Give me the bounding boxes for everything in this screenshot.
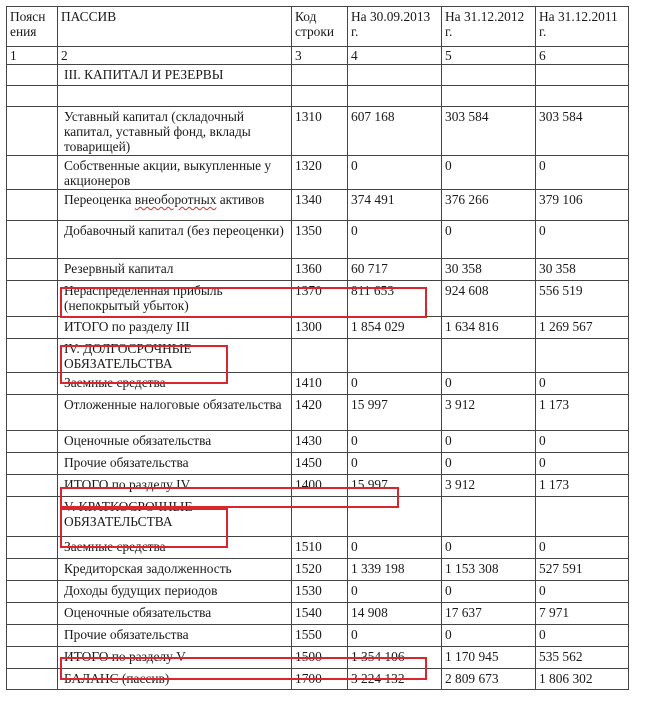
row-value-2011-cell: 527 591 (536, 559, 629, 581)
colnum-6: 6 (536, 47, 629, 65)
row-value-2011-cell: 379 106 (536, 190, 629, 221)
row-value-2012-cell: 0 (442, 221, 536, 259)
row-code-cell: 1700 (292, 669, 348, 690)
row-code-cell: 1450 (292, 453, 348, 475)
table-row (7, 453, 629, 475)
table-row (7, 281, 629, 317)
row-name-cell: Оценочные обязательства (58, 603, 292, 625)
row-notes-cell (7, 107, 58, 156)
row-name-cell: Переоценка внеоборотных активов (58, 190, 292, 221)
header-row (7, 7, 629, 47)
table-row (7, 475, 629, 497)
row-value-2012-cell: 0 (442, 537, 536, 559)
row-name-cell: Нераспределенная прибыль (непокрытый убыток) (58, 281, 292, 317)
colnum-2: 2 (58, 47, 292, 65)
row-code-cell: 1340 (292, 190, 348, 221)
row-code-cell: 1360 (292, 259, 348, 281)
row-value-2013-cell: 607 168 (348, 107, 442, 156)
table-row (7, 537, 629, 559)
row-notes-cell (7, 559, 58, 581)
row-name-cell: Отложенные налоговые обязательства (58, 395, 292, 431)
table-row (7, 497, 629, 537)
row-notes-cell (7, 431, 58, 453)
row-value-2011-cell (536, 497, 629, 537)
table-row (7, 625, 629, 647)
row-code-cell: 1510 (292, 537, 348, 559)
row-value-2013-cell (348, 497, 442, 537)
table-row (7, 603, 629, 625)
row-value-2012-cell: 1 170 945 (442, 647, 536, 669)
row-code-cell: 1520 (292, 559, 348, 581)
row-value-2011-cell: 1 173 (536, 475, 629, 497)
table-row (7, 431, 629, 453)
row-value-2013-cell: 0 (348, 431, 442, 453)
row-code-cell: 1310 (292, 107, 348, 156)
row-value-2011-cell: 0 (536, 431, 629, 453)
row-notes-cell (7, 373, 58, 395)
row-name-cell: Заемные средства (58, 537, 292, 559)
row-value-2011-cell: 0 (536, 537, 629, 559)
header-date-2012: На 31.12.2012 г. (442, 7, 536, 47)
row-value-2013-cell: 0 (348, 537, 442, 559)
row-value-2013-cell: 0 (348, 156, 442, 190)
row-name-cell: Кредиторская задолженность (58, 559, 292, 581)
header-notes: Поясн ения (7, 7, 58, 47)
table-row (7, 156, 629, 190)
row-code-cell: 1370 (292, 281, 348, 317)
row-code-cell: 1320 (292, 156, 348, 190)
table-row (7, 669, 629, 690)
row-value-2013-cell: 0 (348, 625, 442, 647)
row-notes-cell (7, 581, 58, 603)
row-value-2012-cell: 0 (442, 581, 536, 603)
row-notes-cell (7, 453, 58, 475)
table-row (7, 395, 629, 431)
row-value-2011-cell: 535 562 (536, 647, 629, 669)
row-value-2011-cell (536, 65, 629, 86)
row-name-cell: Заемные средства (58, 373, 292, 395)
row-name-cell: Оценочные обязательства (58, 431, 292, 453)
spellcheck-underline: внеоборотных (134, 192, 217, 207)
row-value-2012-cell (442, 497, 536, 537)
table-row (7, 86, 629, 107)
row-name-cell: Доходы будущих периодов (58, 581, 292, 603)
row-name-cell: Прочие обязательства (58, 453, 292, 475)
row-code-cell (292, 65, 348, 86)
row-name-cell: V. КРАТКОСРОЧНЫЕ ОБЯЗАТЕЛЬСТВА (58, 497, 292, 537)
table-row (7, 581, 629, 603)
balance-sheet (6, 6, 629, 690)
row-name-cell: Уставный капитал (складочный капитал, уставный фонд, вклады товарищей) (58, 107, 292, 156)
balance-table (6, 6, 629, 690)
table-row (7, 65, 629, 86)
row-value-2012-cell: 376 266 (442, 190, 536, 221)
row-code-cell: 1530 (292, 581, 348, 603)
table-row (7, 373, 629, 395)
table-row (7, 559, 629, 581)
row-value-2011-cell (536, 86, 629, 107)
row-name-cell: БАЛАНС (пассив) (58, 669, 292, 690)
row-value-2012-cell: 3 912 (442, 395, 536, 431)
row-notes-cell (7, 603, 58, 625)
row-value-2013-cell (348, 86, 442, 107)
row-notes-cell (7, 317, 58, 339)
row-code-cell: 1420 (292, 395, 348, 431)
row-value-2011-cell (536, 339, 629, 373)
row-value-2012-cell: 30 358 (442, 259, 536, 281)
row-value-2011-cell: 0 (536, 581, 629, 603)
row-code-cell (292, 339, 348, 373)
row-value-2011-cell: 7 971 (536, 603, 629, 625)
row-notes-cell (7, 281, 58, 317)
colnum-4: 4 (348, 47, 442, 65)
row-code-cell (292, 86, 348, 107)
row-name-cell: Добавочный капитал (без переоценки) (58, 221, 292, 259)
row-value-2013-cell: 15 997 (348, 475, 442, 497)
table-row (7, 107, 629, 156)
row-notes-cell (7, 395, 58, 431)
row-value-2011-cell: 1 806 302 (536, 669, 629, 690)
row-value-2013-cell: 374 491 (348, 190, 442, 221)
row-notes-cell (7, 156, 58, 190)
row-notes-cell (7, 86, 58, 107)
row-value-2011-cell: 556 519 (536, 281, 629, 317)
row-value-2013-cell: 811 653 (348, 281, 442, 317)
row-value-2011-cell: 303 584 (536, 107, 629, 156)
row-code-cell (292, 497, 348, 537)
colnum-3: 3 (292, 47, 348, 65)
column-number-row (7, 47, 629, 65)
row-value-2012-cell: 924 608 (442, 281, 536, 317)
row-notes-cell (7, 647, 58, 669)
table-row (7, 647, 629, 669)
row-value-2013-cell (348, 339, 442, 373)
row-value-2012-cell (442, 65, 536, 86)
row-value-2012-cell: 2 809 673 (442, 669, 536, 690)
row-value-2012-cell (442, 86, 536, 107)
row-name-cell: ИТОГО по разделу V (58, 647, 292, 669)
row-value-2013-cell: 0 (348, 221, 442, 259)
row-value-2013-cell: 14 908 (348, 603, 442, 625)
row-code-cell: 1410 (292, 373, 348, 395)
row-value-2011-cell: 30 358 (536, 259, 629, 281)
row-code-cell: 1350 (292, 221, 348, 259)
table-row (7, 339, 629, 373)
row-name-cell: Прочие обязательства (58, 625, 292, 647)
row-value-2013-cell: 15 997 (348, 395, 442, 431)
row-value-2012-cell: 3 912 (442, 475, 536, 497)
row-value-2013-cell: 0 (348, 581, 442, 603)
row-name-cell (58, 86, 292, 107)
row-value-2013-cell: 1 339 198 (348, 559, 442, 581)
row-value-2013-cell (348, 65, 442, 86)
header-date-2013: На 30.09.2013 г. (348, 7, 442, 47)
row-value-2012-cell: 0 (442, 156, 536, 190)
table-row (7, 317, 629, 339)
row-code-cell: 1430 (292, 431, 348, 453)
row-value-2013-cell: 3 224 132 (348, 669, 442, 690)
row-name-cell: Резервный капитал (58, 259, 292, 281)
row-notes-cell (7, 65, 58, 86)
row-value-2013-cell: 1 354 106 (348, 647, 442, 669)
table-row (7, 259, 629, 281)
row-value-2011-cell: 0 (536, 156, 629, 190)
row-notes-cell (7, 475, 58, 497)
header-date-2011: На 31.12.2011 г. (536, 7, 629, 47)
row-name-cell: ИТОГО по разделу III (58, 317, 292, 339)
table-row (7, 221, 629, 259)
colnum-1: 1 (7, 47, 58, 65)
row-value-2012-cell: 303 584 (442, 107, 536, 156)
row-notes-cell (7, 259, 58, 281)
row-notes-cell (7, 190, 58, 221)
row-value-2011-cell: 1 269 567 (536, 317, 629, 339)
row-code-cell: 1540 (292, 603, 348, 625)
row-name-cell: III. КАПИТАЛ И РЕЗЕРВЫ (58, 65, 292, 86)
row-value-2011-cell: 0 (536, 453, 629, 475)
row-value-2011-cell: 0 (536, 373, 629, 395)
row-value-2011-cell: 1 173 (536, 395, 629, 431)
row-value-2013-cell: 0 (348, 373, 442, 395)
row-name-cell: Собственные акции, выкупленные у акционеров (58, 156, 292, 190)
row-value-2011-cell: 0 (536, 625, 629, 647)
row-code-cell: 1300 (292, 317, 348, 339)
table-row (7, 190, 629, 221)
row-name-cell: IV. ДОЛГОСРОЧНЫЕ ОБЯЗАТЕЛЬСТВА (58, 339, 292, 373)
header-passive: ПАССИВ (58, 7, 292, 47)
row-value-2012-cell: 0 (442, 431, 536, 453)
row-value-2013-cell: 1 854 029 (348, 317, 442, 339)
row-value-2013-cell: 60 717 (348, 259, 442, 281)
row-value-2012-cell (442, 339, 536, 373)
row-notes-cell (7, 625, 58, 647)
row-notes-cell (7, 221, 58, 259)
row-value-2011-cell: 0 (536, 221, 629, 259)
row-value-2012-cell: 1 634 816 (442, 317, 536, 339)
header-code: Код строки (292, 7, 348, 47)
row-value-2013-cell: 0 (348, 453, 442, 475)
row-notes-cell (7, 669, 58, 690)
row-code-cell: 1400 (292, 475, 348, 497)
row-value-2012-cell: 0 (442, 373, 536, 395)
row-name-cell: ИТОГО по разделу IV (58, 475, 292, 497)
row-value-2012-cell: 0 (442, 625, 536, 647)
row-notes-cell (7, 537, 58, 559)
row-value-2012-cell: 1 153 308 (442, 559, 536, 581)
colnum-5: 5 (442, 47, 536, 65)
row-code-cell: 1550 (292, 625, 348, 647)
row-notes-cell (7, 339, 58, 373)
row-code-cell: 1500 (292, 647, 348, 669)
row-value-2012-cell: 0 (442, 453, 536, 475)
row-notes-cell (7, 497, 58, 537)
row-value-2012-cell: 17 637 (442, 603, 536, 625)
